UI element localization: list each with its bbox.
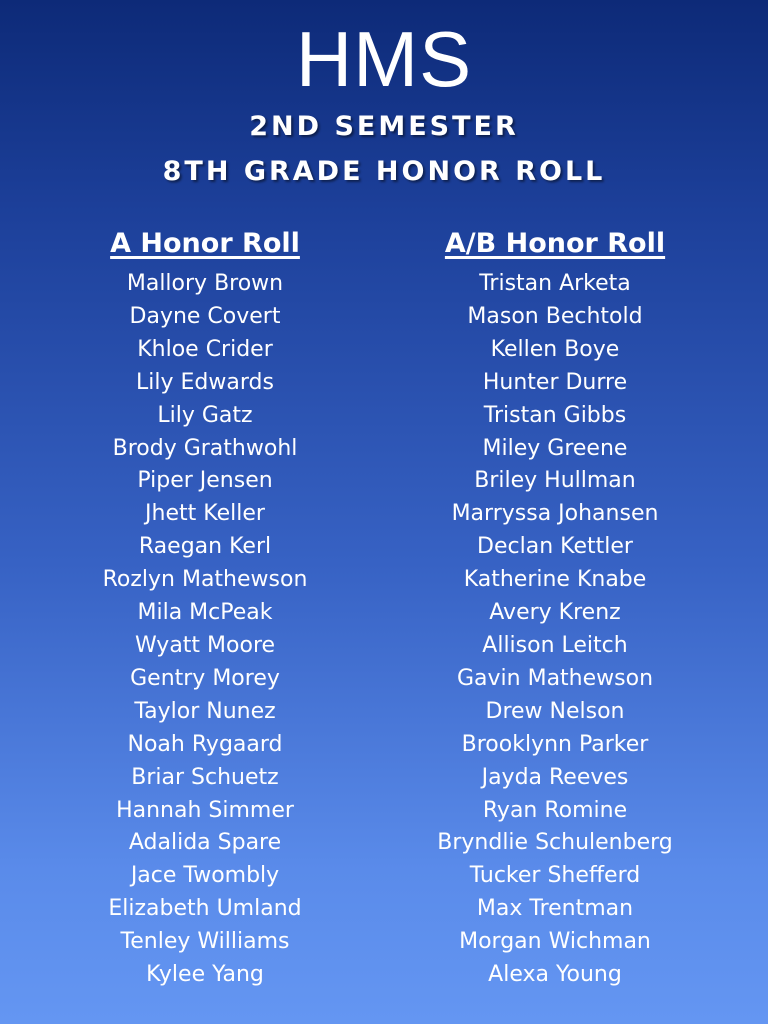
- student-name: Taylor Nunez: [134, 698, 276, 724]
- student-name: Marryssa Johansen: [451, 501, 659, 527]
- student-name: Morgan Wichman: [459, 929, 651, 955]
- a-honor-roll-list: [45, 268, 365, 992]
- student-name: Allison Leitch: [482, 632, 628, 658]
- student-name: Gavin Mathewson: [456, 665, 654, 691]
- student-name: Dayne Covert: [129, 303, 281, 329]
- student-name: Mallory Brown: [126, 271, 284, 296]
- student-name: Bryndlie Schulenberg: [437, 830, 673, 856]
- student-name: Hannah Simmer: [116, 797, 294, 823]
- school-title: HMS: [295, 15, 473, 103]
- student-name: Alexa Young: [488, 962, 622, 988]
- student-name: Elizabeth Umland: [108, 896, 302, 922]
- student-name: Kellen Boye: [490, 336, 620, 362]
- ab-honor-roll-column: [395, 222, 715, 992]
- student-name: Kylee Yang: [146, 962, 264, 988]
- student-name: Tristan Arketa: [479, 271, 631, 296]
- student-name: Miley Greene: [482, 435, 628, 461]
- grade-honor-roll-subtitle: 8TH GRADE HONOR ROLL: [162, 156, 606, 187]
- student-name: Avery Krenz: [489, 600, 621, 626]
- student-name: Ryan Romine: [482, 797, 628, 823]
- ab-honor-roll-heading: A/B Honor Roll: [444, 228, 666, 259]
- student-name: Tristan Gibbs: [483, 402, 627, 428]
- student-name: Mila McPeak: [137, 600, 273, 626]
- ab-honor-roll-list: [395, 268, 715, 992]
- student-name: Wyatt Moore: [134, 632, 276, 658]
- student-name: Mason Bechtold: [467, 303, 643, 329]
- student-name: Lily Gatz: [157, 402, 253, 428]
- student-name: Jayda Reeves: [481, 764, 629, 790]
- student-name: Lily Edwards: [136, 369, 274, 395]
- student-name: Tenley Williams: [120, 929, 290, 955]
- student-name: Piper Jensen: [137, 468, 273, 494]
- student-name: Adalida Spare: [128, 830, 282, 856]
- student-name: Khloe Crider: [137, 336, 273, 362]
- student-name: Max Trentman: [476, 896, 634, 922]
- student-name: Declan Kettler: [477, 534, 633, 560]
- student-name: Jhett Keller: [145, 501, 265, 527]
- student-name: Hunter Durre: [482, 369, 628, 395]
- a-honor-roll-column: [45, 222, 365, 992]
- student-name: Drew Nelson: [485, 698, 625, 724]
- student-name: Noah Rygaard: [127, 731, 283, 757]
- student-name: Briar Schuetz: [131, 764, 279, 790]
- student-name: Raegan Kerl: [138, 534, 272, 560]
- student-name: Brooklynn Parker: [461, 731, 649, 757]
- semester-subtitle: 2ND SEMESTER: [249, 111, 519, 142]
- student-name: Brody Grathwohl: [112, 435, 298, 461]
- student-name: Rozlyn Mathewson: [102, 567, 308, 593]
- a-honor-roll-heading: A Honor Roll: [110, 228, 300, 259]
- student-name: Katherine Knabe: [463, 567, 647, 593]
- student-name: Tucker Shefferd: [469, 863, 641, 889]
- student-name: Jace Twombly: [130, 863, 280, 889]
- student-name: Gentry Morey: [130, 665, 280, 691]
- student-name: Briley Hullman: [474, 468, 636, 494]
